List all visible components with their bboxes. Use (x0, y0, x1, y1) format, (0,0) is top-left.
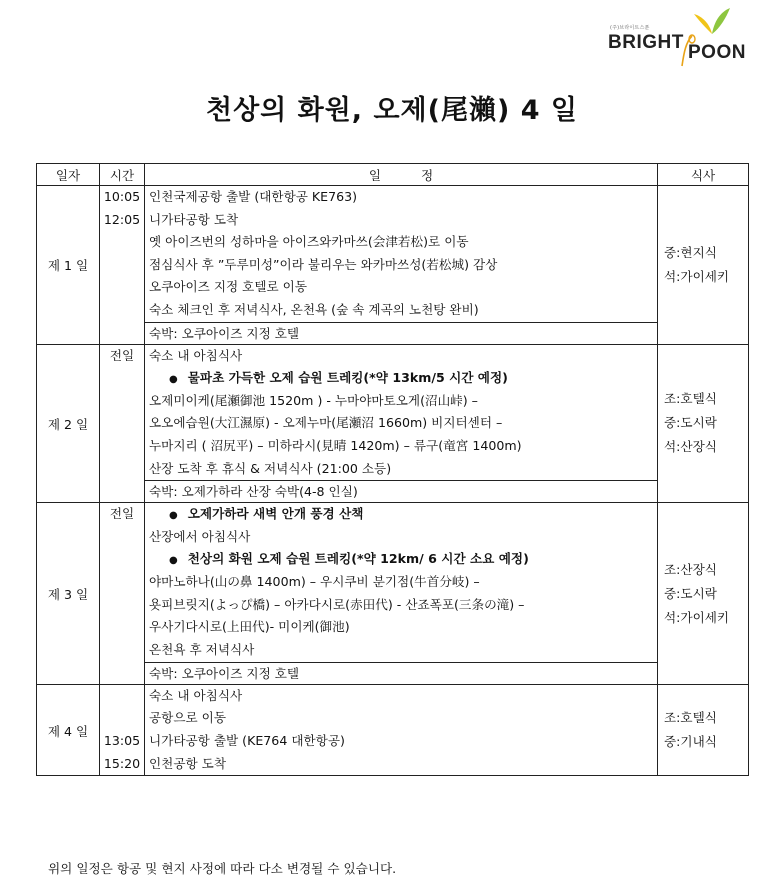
logo-small-text: (주)브라이트스푼 (610, 25, 650, 31)
activity-line (145, 685, 657, 708)
time-value: 10:05 (103, 189, 141, 204)
table-header-row (37, 164, 749, 186)
activities-cell (145, 503, 658, 663)
day-row (37, 503, 749, 663)
logo-word-bright: BRIGHT (608, 32, 684, 53)
time-value (100, 594, 144, 617)
activity-line (145, 616, 657, 639)
time-value (100, 458, 144, 481)
footnote: 위의 일정은 항공 및 현지 사정에 따라 다소 변경될 수 있습니다. (48, 861, 397, 876)
activity-line (145, 209, 657, 232)
page-title: 천상의 화원, 오제(尾瀨) 4 일 (206, 95, 578, 126)
time-value (100, 548, 144, 571)
activity-text: 숙소 체크인 후 저녁식사, 온천욕 (숲 속 계곡의 노천탕 완비) (149, 301, 479, 317)
activity-line (145, 639, 657, 662)
day-label: 제 2 일 (37, 344, 100, 503)
time-value (100, 299, 144, 322)
highlight-activity (145, 548, 657, 571)
activity-line (145, 594, 657, 617)
time-value: 12:05 (103, 211, 141, 227)
meal-cell (658, 344, 749, 503)
day-row (37, 344, 749, 481)
meal-cell (658, 186, 749, 345)
activity-line (145, 390, 657, 413)
activity-line (145, 707, 657, 730)
bullet-icon: ● (169, 374, 178, 386)
meal-item: 조:호텔식 (664, 710, 717, 726)
activity-text: 인천공항 도착 (149, 755, 226, 771)
activity-text: 산장에서 아침식사 (149, 528, 251, 544)
activity-text: 천상의 화원 오제 습원 트레킹(*약 12km/ 6 시간 소요 예정) (187, 551, 529, 567)
activity-text: 공항으로 이동 (149, 710, 226, 726)
activities-cell (145, 684, 658, 775)
stay-info: 숙박: 오쿠아이즈 지정 호텔 (145, 322, 658, 344)
activities-cell (145, 186, 658, 323)
activity-text: 니가타공항 출발 (KE764 대한항공) (149, 733, 345, 749)
logo-word-poon: POON (688, 42, 746, 63)
activity-text: 점심식사 후 ”두루미성”이라 불리우는 와카마쓰성(若松城) 감상 (149, 256, 498, 272)
time-value (100, 707, 144, 730)
activity-line (145, 276, 657, 299)
activity-text: 옛 아이즈번의 성하마을 아이즈와카마쓰(会津若松)로 이동 (149, 234, 469, 250)
activity-text: 숙소 내 아침식사 (149, 347, 243, 363)
activity-text: 산장 도착 후 휴식 & 저녁식사 (21:00 소등) (149, 460, 392, 476)
time-value (100, 616, 144, 639)
time-cell (100, 186, 145, 345)
activity-line (145, 186, 657, 209)
activity-text: 온천욕 후 저녁식사 (149, 641, 255, 657)
time-value (100, 435, 144, 458)
activity-text: 오쿠아이즈 지정 호텔로 이동 (149, 279, 307, 295)
meal-item: 중:기내식 (664, 734, 717, 750)
day-label: 제 1 일 (37, 186, 100, 345)
sprout-leaf-icon (692, 6, 732, 36)
time-value: 13:05 (103, 733, 141, 749)
meal-item: 석:가이세키 (664, 609, 730, 625)
activity-line (145, 753, 657, 776)
meal-cell (658, 684, 749, 775)
activity-text: 야마노하나(山の鼻 1400m) – 우시쿠비 분기점(牛首分岐) – (149, 573, 480, 589)
stay-info: 숙박: 오제가하라 산장 숙박(4-8 인실) (145, 481, 658, 503)
activity-line (145, 435, 657, 458)
activity-text: 오오에습원(大江濕原) - 오제누마(尾瀬沼 1660m) 비지터센터 – (149, 415, 503, 431)
time-value (100, 639, 144, 662)
day-row (37, 684, 749, 775)
time-cell (100, 684, 145, 775)
time-value (100, 571, 144, 594)
activity-line (145, 571, 657, 594)
header-day: 일자 (37, 164, 100, 186)
meal-item: 석:산장식 (664, 439, 717, 455)
time-value (100, 661, 144, 684)
highlight-activity (145, 503, 657, 526)
activity-text: 물파초 가득한 오제 습원 트레킹(*약 13km/5 시간 예정) (187, 370, 508, 386)
time-value (100, 685, 144, 708)
day-row (37, 186, 749, 323)
meal-cell (658, 503, 749, 685)
activity-text: 니가타공항 도착 (149, 211, 239, 227)
activity-line (145, 345, 657, 368)
stay-info: 숙박: 오쿠아이즈 지정 호텔 (145, 662, 658, 684)
time-value (100, 412, 144, 435)
activity-line (145, 299, 657, 322)
activity-line (145, 526, 657, 549)
bullet-icon: ● (169, 555, 178, 567)
meal-item: 조:산장식 (664, 561, 717, 577)
brand-logo (606, 6, 756, 68)
activity-text: 숙소 내 아침식사 (149, 687, 243, 703)
meal-item: 석:가이세키 (664, 268, 730, 284)
meal-item: 중:현지식 (664, 244, 717, 260)
schedule-table (36, 163, 749, 776)
day-label: 제 4 일 (37, 684, 100, 775)
header-meal: 식사 (658, 164, 749, 186)
activity-text: 우사기다시로(上田代)- 미이케(御池) (149, 619, 350, 635)
header-schedule: 일 정 (145, 164, 658, 186)
activities-cell (145, 344, 658, 481)
activity-text: 오제미이케(尾瀬御池 1520m ) - 누마야마토오게(沼山峠) – (149, 392, 478, 408)
activity-line (145, 412, 657, 435)
activity-text: 누마지리 ( 沼尻平) – 미하라시(見晴 1420m) – 류구(竜宮 1400m) (149, 437, 522, 453)
time-cell (100, 503, 145, 685)
time-value (100, 276, 144, 299)
time-cell (100, 344, 145, 503)
highlight-activity (145, 367, 657, 390)
meal-item: 중:도시락 (664, 415, 717, 431)
time-value (100, 231, 144, 254)
bullet-icon: ● (169, 510, 178, 522)
time-value (100, 254, 144, 277)
time-value (100, 526, 144, 549)
activity-text: 오제가하라 새벽 안개 풍경 산책 (187, 506, 364, 522)
meal-item: 중:도시락 (664, 585, 717, 601)
activity-line (145, 458, 657, 481)
time-value: 전일 (109, 347, 135, 363)
activity-line (145, 730, 657, 753)
activity-text: 인천국제공항 출발 (대한항공 KE763) (149, 189, 358, 204)
header-time: 시간 (100, 164, 145, 186)
time-value: 전일 (109, 506, 135, 522)
time-value: 15:20 (103, 755, 141, 771)
activity-text: 욧피브릿지(よっぴ橋) – 아카다시로(赤田代) - 산죠폭포(三条の滝) – (149, 596, 525, 612)
time-value (100, 367, 144, 390)
time-value (100, 390, 144, 413)
activity-line (145, 231, 657, 254)
day-label: 제 3 일 (37, 503, 100, 685)
activity-line (145, 254, 657, 277)
meal-item: 조:호텔식 (664, 391, 717, 407)
